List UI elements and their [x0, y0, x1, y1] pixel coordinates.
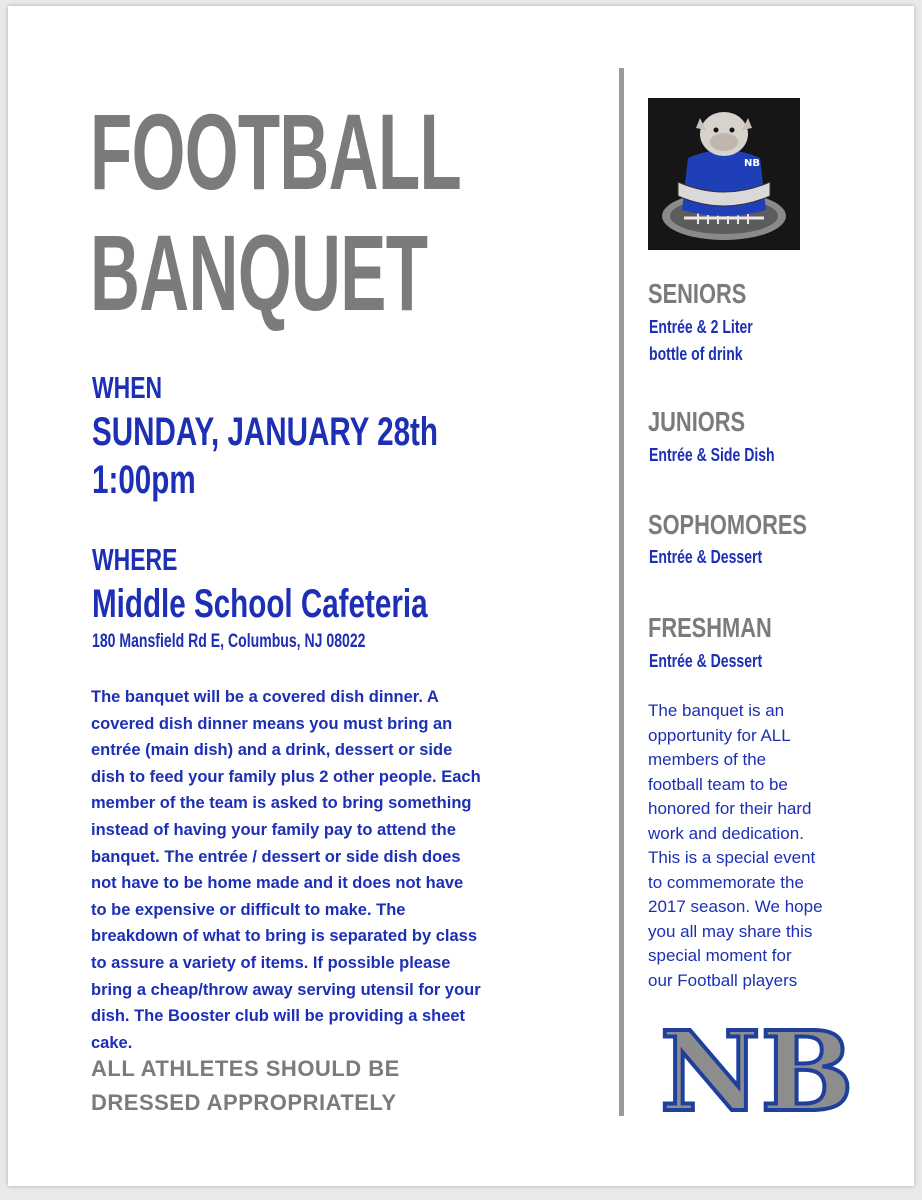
description-line: to assure a variety of items. If possible please [91, 953, 451, 972]
where-label: WHERE [92, 542, 178, 577]
description-line: to be expensive or difficult to make. The [91, 900, 406, 919]
column-divider [619, 68, 624, 1116]
banquet-message [648, 699, 858, 993]
class-freshman: FRESHMAN [648, 612, 772, 643]
nb-logo-icon [654, 1006, 854, 1146]
description-line: instead of having your family pay to attend the [91, 820, 456, 839]
nb-logo [654, 1006, 854, 1146]
class-juniors: JUNIORS [648, 406, 746, 437]
message-line: to commemorate the [648, 872, 804, 892]
juniors-assignment: Entrée & Side Dish [649, 445, 775, 465]
class-sophomores: SOPHOMORES [648, 509, 807, 540]
dress-code-line-1: ALL ATHLETES SHOULD BE [91, 1056, 400, 1081]
description-line: The banquet will be a covered dish dinner. A [91, 688, 439, 706]
description-line: not have to be home made and it does not have [91, 874, 464, 893]
bulldog-mascot-image [648, 98, 800, 250]
seniors-assignment: Entrée & 2 Liter bottle of drink [649, 317, 753, 364]
class-seniors: SENIORS [648, 278, 747, 309]
message-line: This is a special event [648, 848, 816, 867]
event-venue: Middle School Cafeteria [92, 582, 428, 626]
svg-text:NB: NB [660, 1007, 854, 1136]
description-line: covered dish dinner means you must bring an [91, 714, 453, 733]
message-line: members of the [648, 750, 767, 769]
message-line: our Football players [648, 970, 798, 990]
message-line: opportunity for ALL [648, 725, 791, 745]
title-line-2: BANQUET [90, 212, 428, 333]
message-line: special moment for [648, 946, 792, 965]
flyer-page [8, 6, 914, 1186]
dress-code-line-2: DRESSED APPROPRIATELY [91, 1090, 397, 1115]
description-line: cake. [91, 1033, 133, 1052]
message-line: honored for their hard [648, 799, 812, 818]
description-line: entrée (main dish) and a drink, dessert or side [91, 741, 453, 760]
description-line: dish. The Booster club will be providing a sheet [91, 1007, 466, 1026]
message-line: football team to be [648, 774, 788, 794]
when-label: WHEN [92, 370, 163, 405]
event-address: 180 Mansfield Rd E, Columbus, NJ 08022 [92, 631, 366, 652]
title-line-1: FOOTBALL [90, 91, 462, 212]
event-date: SUNDAY, JANUARY 28th [92, 410, 438, 454]
svg-text:NB: NB [744, 158, 760, 169]
description-line: bring a cheap/throw away serving utensil for your [91, 980, 481, 999]
description-line: dish to feed your family plus 2 other people. Each [91, 767, 481, 786]
freshman-assignment: Entrée & Dessert [649, 651, 763, 671]
event-time: 1:00pm [92, 458, 196, 502]
banquet-description [91, 684, 591, 1056]
description-line: member of the team is asked to bring something [91, 794, 472, 813]
description-line: breakdown of what to bring is separated by class [91, 927, 478, 946]
sophomores-assignment: Entrée & Dessert [649, 547, 763, 567]
message-line: The banquet is an [648, 701, 785, 720]
message-line: work and dedication. [648, 823, 804, 843]
bulldog-mascot-icon [648, 98, 800, 250]
description-line: banquet. The entrée / dessert or side dish does [91, 847, 461, 866]
message-line: you all may share this [648, 921, 813, 941]
message-line: 2017 season. We hope [648, 897, 823, 916]
dress-code-note [91, 1052, 400, 1120]
